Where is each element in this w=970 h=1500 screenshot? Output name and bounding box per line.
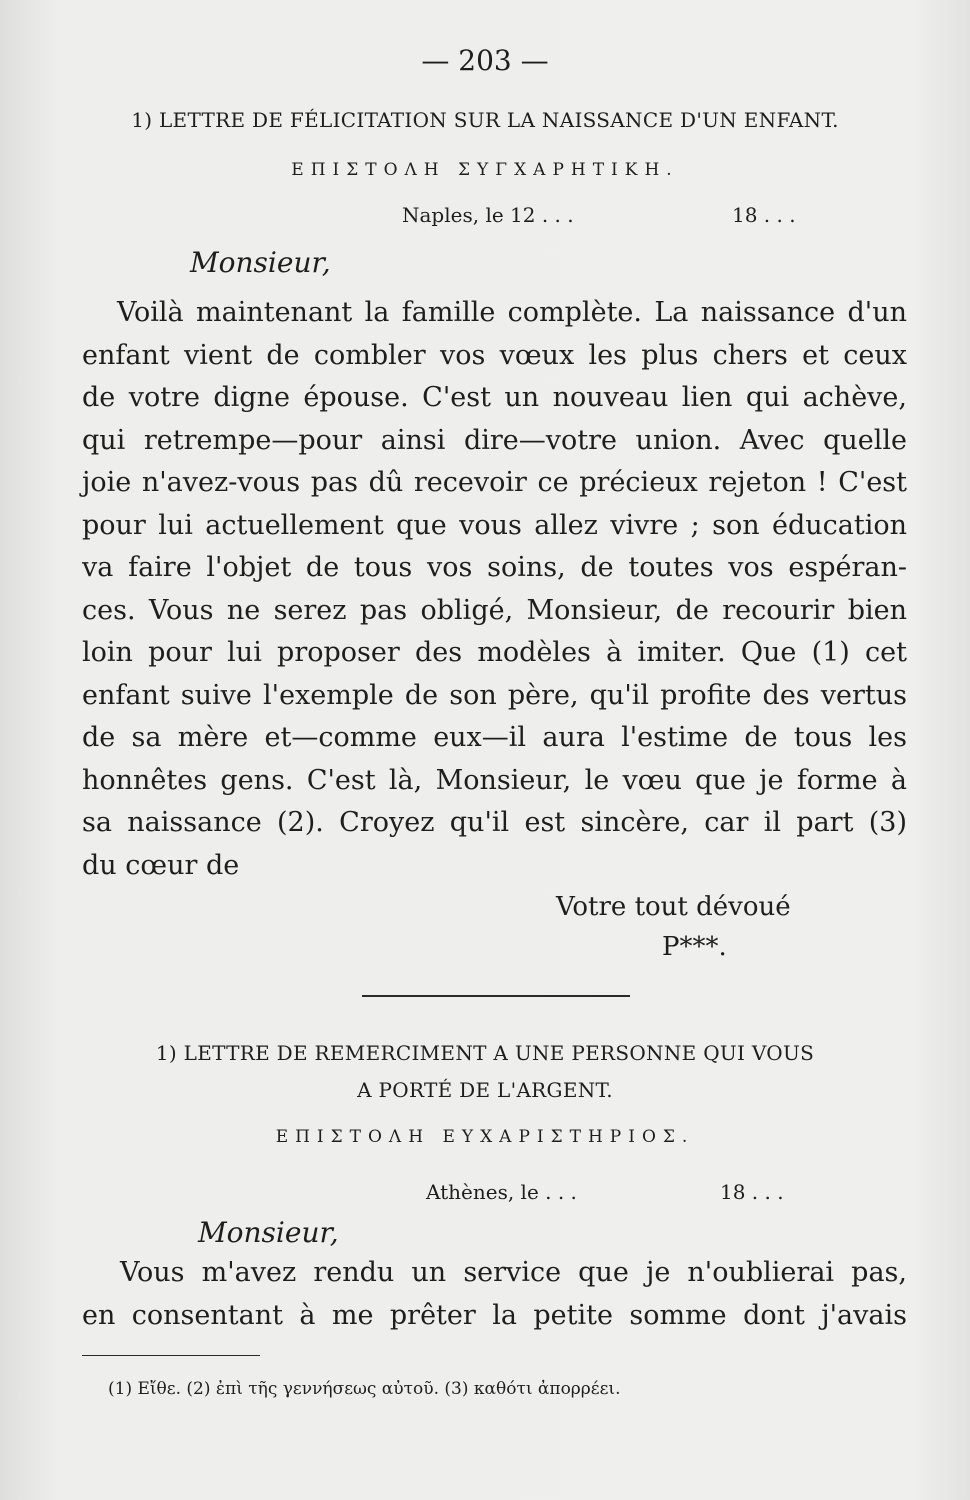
letter1-line: ces. Vous ne serez pas obligé, Monsieur, de recourir bien bbox=[82, 594, 907, 626]
letter1-greek-title: ΕΠΙΣΤΟΛΗ ΣΥΓΧΑΡΗΤΙΚΗ. bbox=[291, 160, 679, 180]
letter1-place-date: Naples, le 12 . . . bbox=[402, 203, 574, 227]
page-number: — 203 — bbox=[421, 44, 549, 77]
section-divider bbox=[362, 995, 630, 997]
footnotes: (1) Εἴθε. (2) ἐπὶ τῆς γεννήσεως αὐτοῦ. (3) καθότι ἀπορρέει. bbox=[108, 1379, 621, 1399]
letter2-year: 18 . . . bbox=[720, 1180, 784, 1204]
letter1-line: honnêtes gens. C'est là, Monsieur, le vœu que je forme à bbox=[82, 764, 907, 796]
letter2-title-line2: A PORTÉ DE L'ARGENT. bbox=[357, 1078, 613, 1102]
letter1-line: enfant vient de combler vos vœux les plus chers et ceux bbox=[82, 339, 907, 371]
letter1-line: qui retrempe—pour ainsi dire—votre union. Avec quelle bbox=[82, 424, 907, 456]
letter1-line: de votre digne épouse. C'est un nouveau lien qui achève, bbox=[82, 382, 907, 413]
letter2-place-date: Athènes, le . . . bbox=[426, 1180, 577, 1204]
letter1-line: pour lui actuellement que vous allez vivre ; son éducation bbox=[82, 509, 907, 541]
footnote-rule bbox=[82, 1355, 260, 1356]
letter2-line: en consentant à me prêter la petite somme dont j'avais bbox=[82, 1299, 907, 1331]
letter1-line: enfant suive l'exemple de son père, qu'il profite des vertus bbox=[82, 679, 907, 711]
letter1-signature: P***. bbox=[662, 932, 727, 962]
letter2-salutation: Monsieur, bbox=[198, 1216, 339, 1249]
letter2-greek-title: ΕΠΙΣΤΟΛΗ ΕΥΧΑΡΙΣΤΗΡΙΟΣ. bbox=[275, 1127, 695, 1147]
letter1-line: joie n'avez-vous pas dû recevoir ce précieux rejeton ! C'est bbox=[82, 467, 907, 498]
letter1-title: 1) LETTRE DE FÉLICITATION SUR LA NAISSANCE D'UN ENFANT. bbox=[131, 108, 839, 132]
letter1-body bbox=[82, 292, 907, 887]
letter1-salutation: Monsieur, bbox=[190, 246, 331, 279]
letter2-title-line1: 1) LETTRE DE REMERCIMENT A UNE PERSONNE QUI VOUS bbox=[155, 1041, 815, 1065]
letter1-line: loin pour lui proposer des modèles à imiter. Que (1) cet bbox=[82, 637, 907, 668]
letter1-line: va faire l'objet de tous vos soins, de toutes vos espéran- bbox=[82, 552, 907, 583]
letter1-line: Voilà maintenant la famille complète. La naissance d'un bbox=[117, 297, 907, 328]
letter1-closing: Votre tout dévoué bbox=[556, 892, 791, 922]
letter1-line: du cœur de bbox=[82, 849, 240, 881]
letter2-body bbox=[82, 1252, 907, 1337]
letter1-line: de sa mère et—comme eux—il aura l'estime de tous les bbox=[82, 722, 907, 753]
letter1-year: 18 . . . bbox=[732, 203, 796, 227]
letter1-line: sa naissance (2). Croyez qu'il est sincère, car il part (3) bbox=[82, 807, 907, 838]
letter2-line: Vous m'avez rendu un service que je n'oublierai pas, bbox=[120, 1257, 907, 1288]
